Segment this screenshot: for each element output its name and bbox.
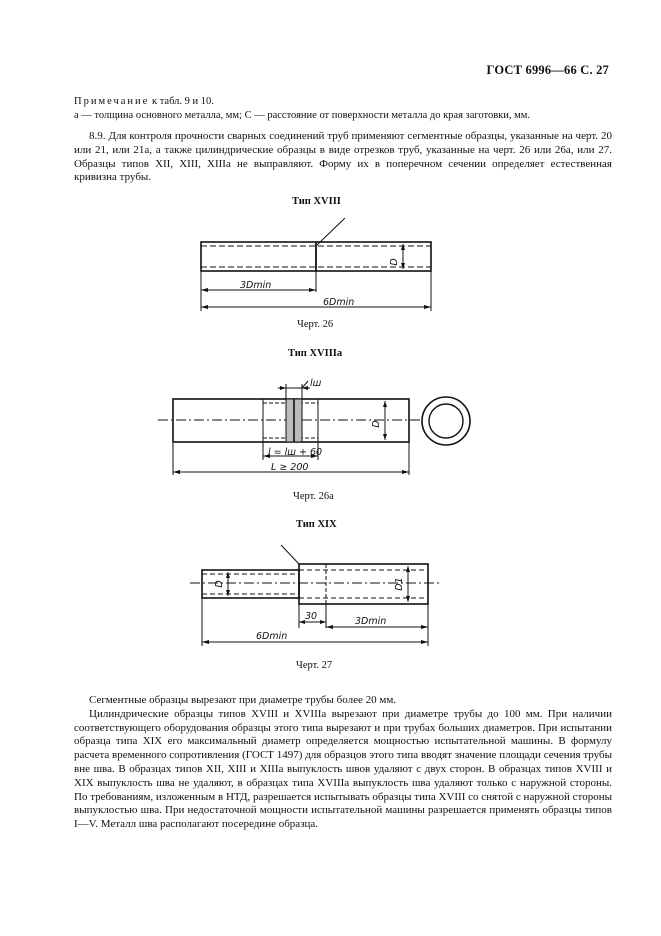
fig26a-title: Тип XVIIIa <box>288 348 343 359</box>
fig26-half-label: 3Dmin <box>240 280 272 291</box>
fig27-half-label: 3Dmin <box>355 616 387 627</box>
note-label-suffix: к табл. 9 и 10. <box>149 96 214 107</box>
fig27-d1-label: D1 <box>394 577 405 591</box>
fig26-d-label: D <box>389 258 400 266</box>
paragraph-8-9-text: 8.9. Для контроля прочности сварных соединений труб применяют сегментные образцы, указанные на черт. 20 или 21, или 21а, а также цилиндрические образцы в виде отрезков труб, указанные на черт. 26 или 26а, или 27. Образцы типов XII, XIII, XIIIа не выправляют. Форму их в поперечном сечении определяет естественная кривизна трубы. <box>74 130 612 184</box>
fig26a-l-label: l = lш + 60 <box>268 447 323 458</box>
fig26-full-label: 6Dmin <box>323 297 355 308</box>
fig26-caption: Черт. 26 <box>297 319 334 330</box>
fig27-caption: Черт. 27 <box>296 660 333 671</box>
body-paragraph-2: Цилиндрические образцы типов XVIII и XVIIIа вырезают при диаметре трубы до 100 мм. При наличии соответствующего оборудования образцы этого типа вырезают и при трубах больших диаметров. При испытании образца типа XIX его максимальный диаметр определяется мощностью испытательной машины. В формулу расчета временного сопротивления (ГОСТ 1497) для образцов этого типа вводят значение площади сечения трубы вне шва. В образцах типов XII, XIII и XIIIа выпуклость швов удаляют с двух сторон. В образцах типов XVIII и XIX выпуклость шва не удаляют, в образцах типа XVIIIа выпуклость шва удаляют только с наружной стороны. По требованиям, изложенным в НТД, разрешается испытывать образцы типа XVIII со снятой с наружной стороны выпуклостью шва. При недостаточной мощности испытательной машины разрешается применять образцы типов I—V. Металл шва располагают посередине образца. <box>74 707 612 831</box>
fig26a-d-label: D <box>371 420 382 428</box>
fig26-title: Тип XVIII <box>292 196 341 207</box>
fig27-full-label: 6Dmin <box>256 631 288 642</box>
fig26a-caption: Черт. 26а <box>293 491 334 502</box>
body-text <box>74 694 612 832</box>
body-paragraph-1: Сегментные образцы вырезают при диаметре трубы более 20 мм. <box>89 694 397 706</box>
note-label: Примечание <box>74 96 150 107</box>
fig27-weld-leader <box>281 545 299 564</box>
fig27-title: Тип XIX <box>296 519 337 530</box>
fig27-thirty-label: 30 <box>305 611 318 622</box>
fig26a-L-label: L ≥ 200 <box>271 462 309 473</box>
page-header: ГОСТ 6996—66 С. 27 <box>486 63 609 77</box>
fig26a-lw-label: lш <box>310 378 322 389</box>
fig27-d-label: D <box>214 580 225 588</box>
note-text: a — толщина основного металла, мм; C — расстояние от поверхности металла до края заготовки, мм. <box>74 109 531 121</box>
